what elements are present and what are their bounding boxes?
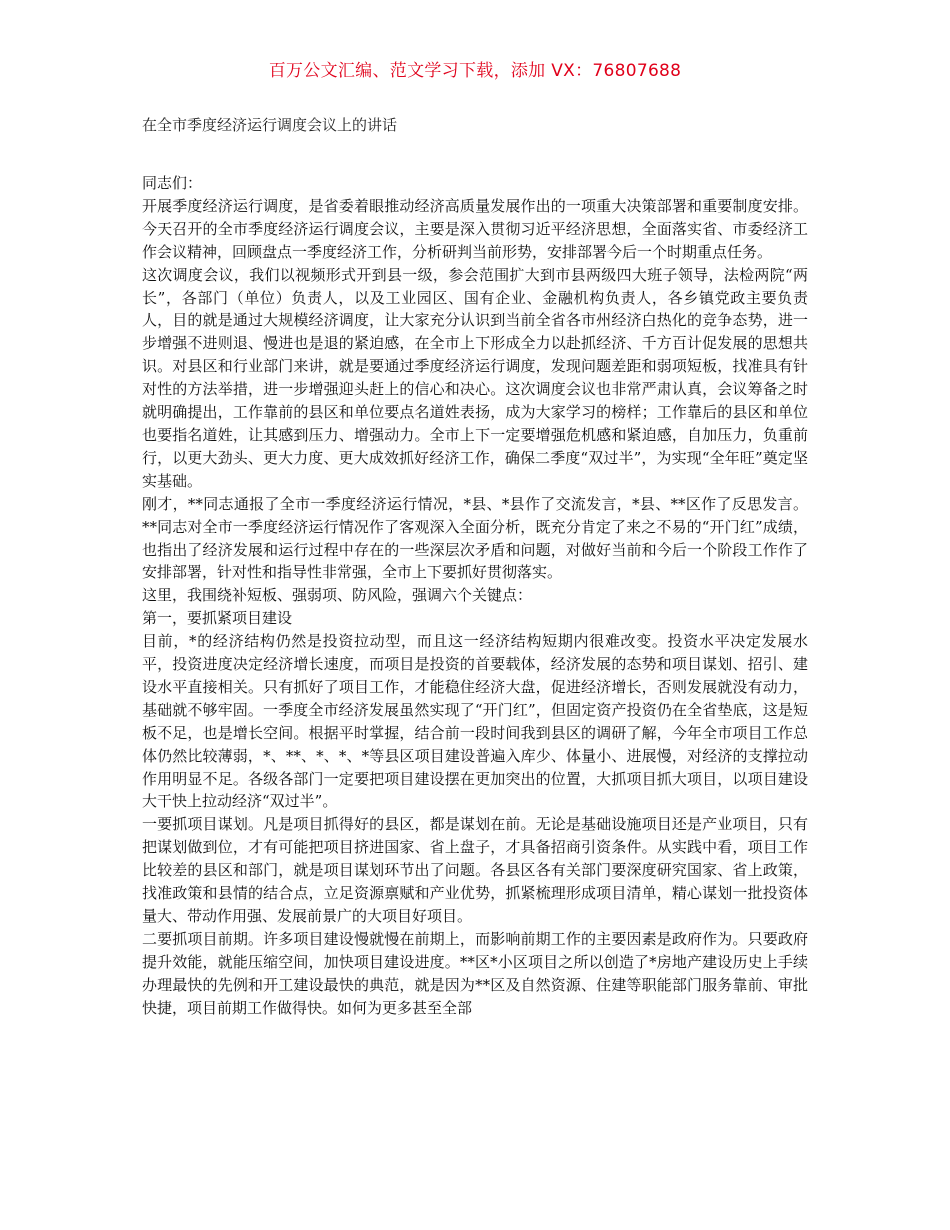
promo-banner: 百万公文汇编、范文学习下载，添加 VX：76807688 xyxy=(268,61,682,81)
paragraph: 二要抓项目前期。许多项目建设慢就慢在前期上，而影响前期工作的主要因素是政府作为。只要政府提升效能，就能压缩空间，加快项目建设进度。**区*小区项目之所以创造了*房地产建设历史上手续办理最快的先例和开工建设最快的典范，就是因为**区及自然资源、住建等职能部门服务靠前、审批快捷，项目前期工作做得快。如何为更多甚至全部 xyxy=(142,929,808,1017)
salutation: 同志们： xyxy=(142,174,203,192)
document-body xyxy=(142,172,808,1020)
paragraph: 开展季度经济运行调度，是省委着眼推动经济高质量发展作出的一项重大决策部署和重要制度安排。今天召开的全市季度经济运行调度会议，主要是深入贯彻习近平经济思想，全面落实省、市委经济工作会议精神，回顾盘点一季度经济工作，分析研判当前形势，安排部署今后一个时期重点任务。 xyxy=(142,196,808,261)
paragraph: 这里，我围绕补短板、强弱项、防风险，强调六个关键点： xyxy=(142,586,533,605)
paragraph: 刚才，**同志通报了全市一季度经济运行情况，*县、*县作了交流发言，*县、**区作了反思发言。**同志对全市一季度经济运行情况作了客观深入全面分析，既充分肯定了来之不易的“开门红”成绩，也指出了经济发展和运行过程中存在的一些深层次矛盾和问题，对做好当前和今后一个阶段工作作了安排部署，针对性和指导性非常强，全市上下要抓好贯彻落实。 xyxy=(142,494,808,582)
paragraph: 一要抓项目谋划。凡是项目抓得好的县区，都是谋划在前。无论是基础设施项目还是产业项目，只有把谋划做到位，才有可能把项目挤进国家、省上盘子，才具备招商引资条件。从实践中看，项目工作比较差的县区和部门，就是项目谋划环节出了问题。各县区各有关部门要深度研究国家、省上政策，找准政策和县情的结合点，立足资源禀赋和产业优势，抓紧梳理形成项目清单，精心谋划一批投资体量大、带动作用强、发展前景广的大项目好项目。 xyxy=(142,815,808,925)
document-title: 在全市季度经济运行调度会议上的讲话 xyxy=(142,116,398,134)
section-heading: 第一，要抓紧项目建设 xyxy=(142,609,293,628)
paragraph: 这次调度会议，我们以视频形式开到县一级，参会范围扩大到市县两级四大班子领导，法检两院“两长”，各部门（单位）负责人，以及工业园区、国有企业、金融机构负责人，各乡镇党政主要负责人，目的就是通过大规模经济调度，让大家充分认识到当前全省各市州经济白热化的竞争态势，进一步增强不进则退、慢进也是退的紧迫感，在全市上下形成全力以赴抓经济、千方百计促发展的思想共识。对县区和行业部门来讲，就是要通过季度经济运行调度，发现问题差距和弱项短板，找准具有针对性的方法举措，进一步增强迎头赶上的信心和决心。这次调度会议也非常严肃认真，会议筹备之时就明确提出，工作靠前的县区和单位要点名道姓表扬，成为大家学习的榜样；工作靠后的县区和单位也要指名道姓，让其感到压力、增强动力。全市上下一定要增强危机感和紧迫感，自加压力，负重前行，以更大劲头、更大力度、更大成效抓好经济工作，确保二季度“双过半”，为实现“全年旺”奠定坚实基础。 xyxy=(142,265,808,490)
paragraph: 目前，*的经济结构仍然是投资拉动型，而且这一经济结构短期内很难改变。投资水平决定发展水平，投资进度决定经济增长速度，而项目是投资的首要载体，经济发展的态势和项目谋划、招引、建设水平直接相关。只有抓好了项目工作，才能稳住经济大盘，促进经济增长，否则发展就没有动力，基础就不够牢固。一季度全市经济发展虽然实现了“开门红”，但固定资产投资仍在全省垫底，这是短板不足，也是增长空间。根据平时掌握，结合前一段时间我到县区的调研了解，今年全市项目工作总体仍然比较薄弱，*、**、*、*、*等县区项目建设普遍入库少、体量小、进展慢，对经济的支撑拉动作用明显不足。各级各部门一定要把项目建设摆在更加突出的位置，大抓项目抓大项目，以项目建设大干快上拉动经济“双过半”。 xyxy=(142,632,808,811)
